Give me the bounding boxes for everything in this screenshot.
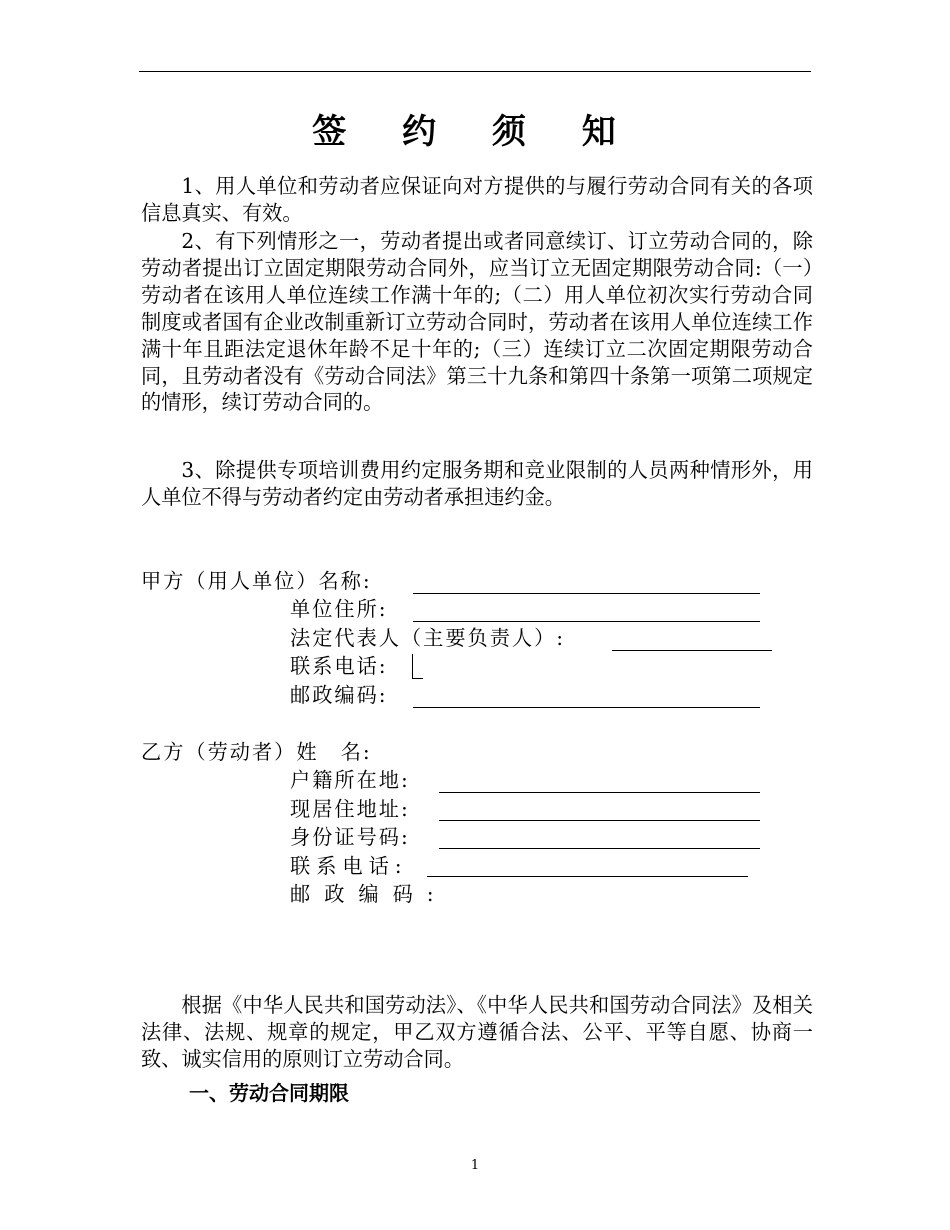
notice-item-1: 1、用人单位和劳动者应保证向对方提供的与履行劳动合同有关的各项信息真实、有效。 — [141, 174, 813, 225]
section-heading-term: 一、劳动合同期限 — [189, 1081, 349, 1105]
party-a-legal-rep-label: 法定代表人（主要负责人）: — [290, 626, 566, 650]
party-b-id-label: 身份证号码: — [290, 825, 410, 849]
header-rule — [139, 71, 811, 72]
party-b-household-line[interactable] — [439, 792, 760, 793]
party-a-postcode-line[interactable] — [413, 707, 760, 708]
party-a-name-label: 甲方（用人单位）名称: — [141, 569, 372, 593]
party-a-legal-rep-line[interactable] — [612, 650, 772, 651]
party-a-phone-label: 联系电话: — [290, 654, 388, 678]
preamble-paragraph: 根据《中华人民共和国劳动法》、《中华人民共和国劳动合同法》及相关法律、法规、规章的规定，甲乙双方遵循合法、公平、平等自愿、协商一致、诚实信用的原则订立劳动合同。 — [141, 993, 813, 1071]
party-b-postcode-label: 邮政编码: — [290, 882, 448, 906]
party-b-name-label: 乙方（劳动者）姓 名: — [141, 740, 372, 764]
party-b-phone-label: 联系电话: — [290, 854, 408, 878]
page-title: 签 约 须 知 — [312, 112, 638, 152]
party-b-id-line[interactable] — [439, 848, 760, 849]
party-b-residence-label: 现居住地址: — [290, 797, 410, 821]
party-a-address-label: 单位住所: — [290, 597, 388, 621]
notice-item-3: 3、除提供专项培训费用约定服务期和竞业限制的人员两种情形外，用人单位不得与劳动者约定由劳动者承担违约金。 — [141, 458, 813, 509]
party-b-household-label: 户籍所在地: — [290, 768, 410, 792]
party-a-name-line[interactable] — [413, 593, 760, 594]
party-b-residence-line[interactable] — [439, 820, 760, 821]
party-a-phone-field[interactable] — [412, 654, 423, 679]
party-a-address-line[interactable] — [413, 621, 760, 622]
party-b-phone-line[interactable] — [427, 876, 748, 877]
notice-item-2: 2、有下列情形之一，劳动者提出或者同意续订、订立劳动合同的，除劳动者提出订立固定期限劳动合同外，应当订立无固定期限劳动合同:（一）劳动者在该用人单位连续工作满十年的;（二）用人单位初次实行劳动合同制度或者国有企业改制重新订立劳动合同时，劳动者在该用人单位连续工作满十年且距法定退休年龄不足十年的;（三）连续订立二次固定期限劳动合同，且劳动者没有《劳动合同法》第三十九条和第四十条第一项第二项规定的情形，续订劳动合同的。 — [141, 229, 813, 415]
party-a-postcode-label: 邮政编码: — [290, 683, 388, 707]
page-number: 1 — [470, 1158, 480, 1173]
